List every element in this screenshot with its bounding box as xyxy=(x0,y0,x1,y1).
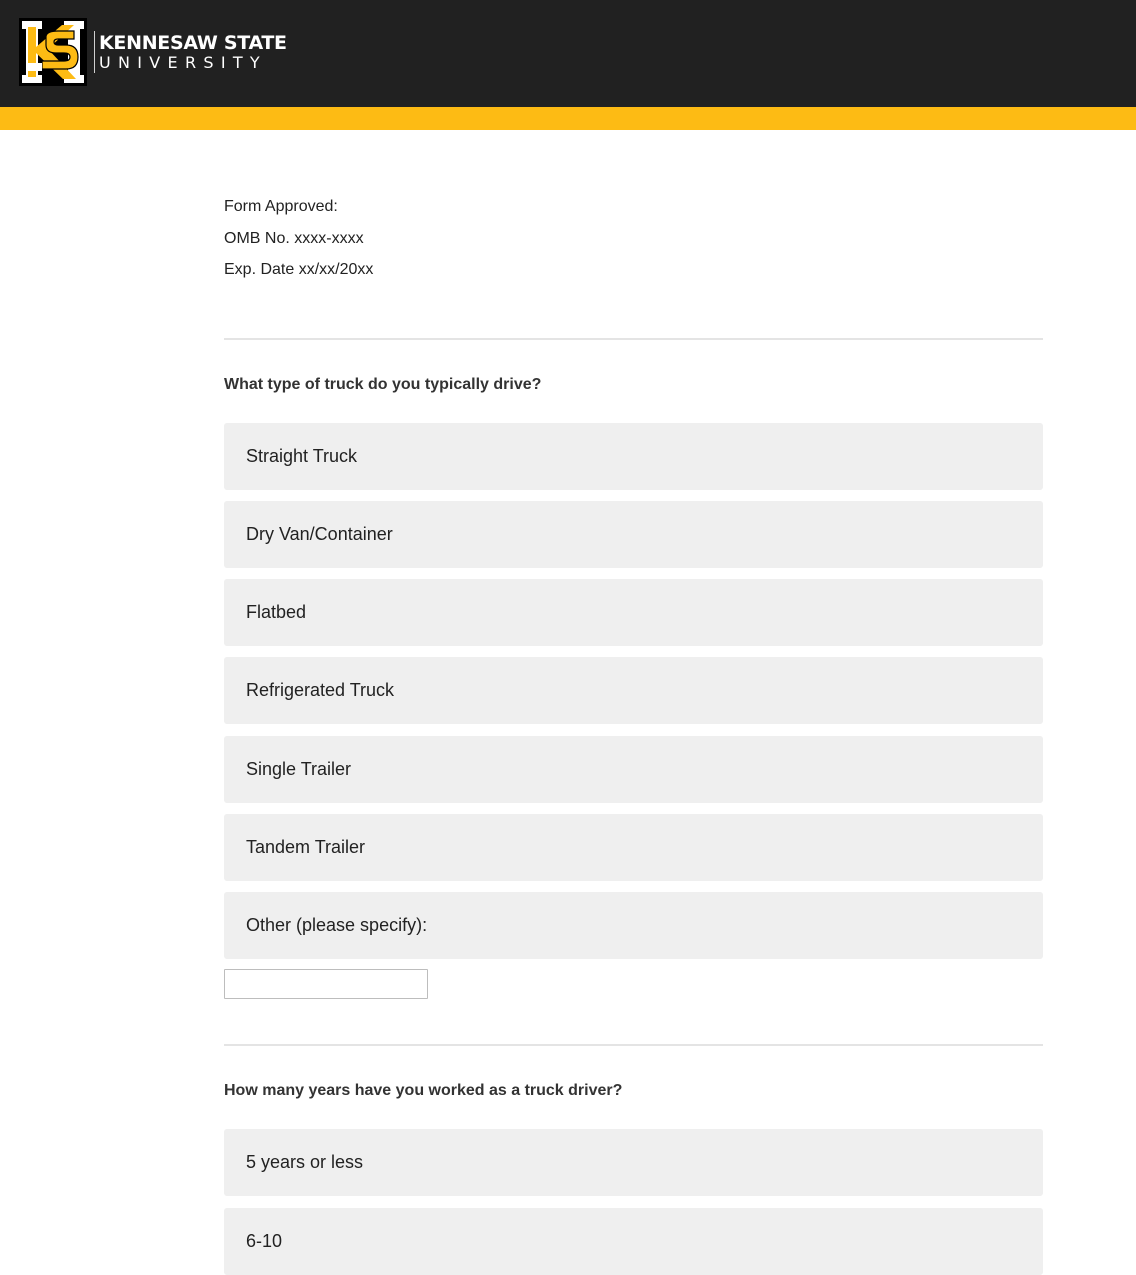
option-flatbed[interactable]: Flatbed xyxy=(224,579,1043,646)
ksu-logo[interactable] xyxy=(18,17,287,87)
wordmark-line1: KENNESAW STATE xyxy=(99,32,287,54)
option-other-specify[interactable]: Other (please specify): xyxy=(224,892,1043,959)
ksu-wordmark xyxy=(94,31,287,73)
site-header xyxy=(0,0,1136,107)
expiration-date: Exp. Date xx/xx/20xx xyxy=(224,261,374,278)
option-single-trailer[interactable]: Single Trailer xyxy=(224,736,1043,803)
option-5-years-or-less[interactable]: 5 years or less xyxy=(224,1129,1043,1196)
option-dry-van-container[interactable]: Dry Van/Container xyxy=(224,501,1043,568)
question-truck-type: What type of truck do you typically drive? xyxy=(224,376,542,393)
form-approved-label: Form Approved: xyxy=(224,198,338,215)
option-refrigerated-truck[interactable]: Refrigerated Truck xyxy=(224,657,1043,724)
wordmark-line2: UNIVERSITY xyxy=(99,53,267,72)
option-6-10-years[interactable]: 6-10 xyxy=(224,1208,1043,1275)
header-gold-bar xyxy=(0,107,1136,130)
ksu-monogram-icon xyxy=(18,17,88,87)
question-years-driving: How many years have you worked as a truck driver? xyxy=(224,1082,623,1099)
section-divider xyxy=(224,338,1043,340)
other-specify-input[interactable] xyxy=(224,969,428,999)
section-divider xyxy=(224,1044,1043,1046)
form-approval-block xyxy=(224,191,373,286)
option-straight-truck[interactable]: Straight Truck xyxy=(224,423,1043,490)
omb-number: OMB No. xxxx-xxxx xyxy=(224,229,364,247)
option-tandem-trailer[interactable]: Tandem Trailer xyxy=(224,814,1043,881)
